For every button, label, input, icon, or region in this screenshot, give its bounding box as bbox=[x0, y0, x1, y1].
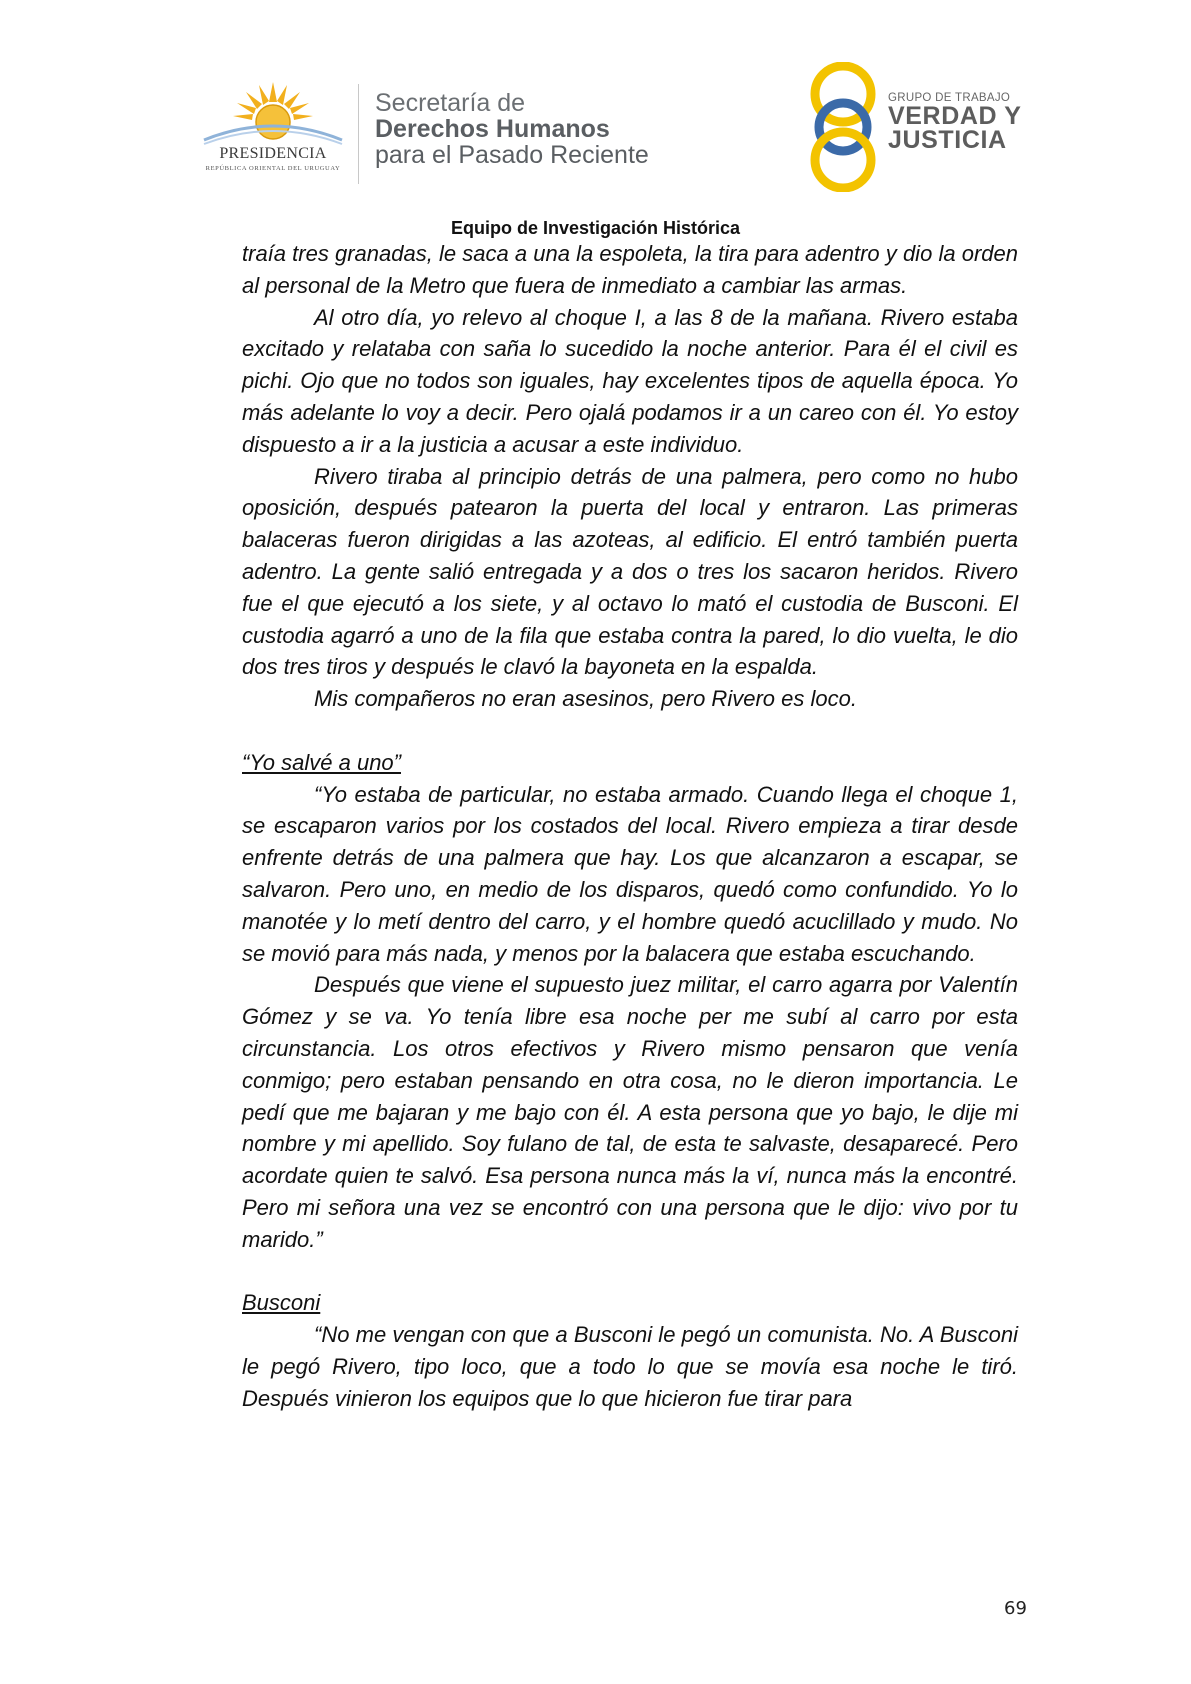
secretaria-line-2: Derechos Humanos bbox=[375, 115, 610, 143]
paragraph: Al otro día, yo relevo al choque I, a las 8 de la mañana. Rivero estaba excitado y relataba con saña lo sucedido la noche anterior. Para él el civil es pichi. Ojo que no todos son iguales, hay excelentes tipos de aquella época. Yo más adelante lo voy a decir. Pero ojalá podamos ir a un careo con él. Yo estoy dispuesto a ir a la justicia a acusar a este individuo. bbox=[242, 304, 1018, 457]
paragraph: “Yo estaba de particular, no estaba armado. Cuando llega el choque 1, se escaparon varios por los costados del local. Rivero empieza a tirar desde enfrente detrás de una palmera que hay. Los que alcanzaron a escapar, se salvaron. Pero uno, en medio de los disparos, quedó como confundido. Yo lo manotée y lo metí dentro del carro, y el hombre quedó acuclillado y mudo. No se movió para más nada, y menos por la balacera que estaba escuchando. bbox=[242, 781, 1018, 966]
paragraph: traía tres granadas, le saca a una la espoleta, la tira para adentro y dio la orden al personal de la Metro que fuera de inmediato a cambiar las armas. bbox=[242, 241, 1018, 298]
page-number: 69 bbox=[1004, 1598, 1027, 1619]
sun-emblem-icon bbox=[196, 82, 350, 152]
paragraph: “No me vengan con que a Busconi le pegó un comunista. No. A Busconi le pegó Rivero, tipo loco, que a todo lo que se movía esa noche le tiró. Después vinieron los equipos que lo que hicieron fue tirar para bbox=[242, 1322, 1018, 1411]
grupo-trabajo-logo-text bbox=[888, 92, 1022, 152]
paragraph: Rivero tiraba al principio detrás de una palmera, pero como no hubo oposición, después patearon la puerta del local y entraron. Las primeras balaceras fueron dirigidas a las azoteas, al edificio. El entró también puerta adentro. La gente salió entregada y a dos o tres los sacaron heridos. Rivero fue el que ejecutó a los siete, y al octavo lo mató el custodia de Busconi. El custodia agarró a uno de la fila que estaba contra la pared, lo dio vuelta, le dio dos tres tiros y después le clavó la bayoneta en la espalda. bbox=[242, 463, 1018, 680]
paragraph: Después que viene el supuesto juez militar, el carro agarra por Valentín Gómez y se va. Yo tenía libre esa noche per me subí al carro por esta circunstancia. Los otros efectivos y Rivero mismo pensaron que venía conmigo; pero estaban pensando en otra cosa, no le dieron importancia. Le pedí que me bajaran y me bajo con él. A esta persona que yo bajo, le dije mi nombre y mi apellido. Soy fulano de tal, de esta te salvaste, desaparecé. Pero acordate quien te salvó. Esa persona nunca más la ví, nunca más la encontré. Pero mi señora una vez se encontró con una persona que le dijo: vivo por tu marido.” bbox=[242, 972, 1018, 1252]
team-title: Equipo de Investigación Histórica bbox=[450, 218, 741, 238]
document-body bbox=[242, 238, 1018, 1414]
secretaria-line-3: para el Pasado Reciente bbox=[375, 141, 649, 169]
presidencia-sublabel: REPÚBLICA ORIENTAL DEL URUGUAY bbox=[205, 165, 341, 172]
paragraph-spacer bbox=[242, 1256, 1018, 1288]
section-heading: Busconi bbox=[242, 1290, 321, 1316]
paragraph: Mis compañeros no eran asesinos, pero Rivero es loco. bbox=[314, 686, 857, 712]
rings-icon bbox=[806, 62, 880, 192]
presidencia-logo bbox=[196, 82, 350, 182]
secretaria-line-1: Secretaría de bbox=[375, 89, 526, 117]
secretaria-logo-text bbox=[375, 90, 649, 168]
section-heading: “Yo salvé a uno” bbox=[242, 749, 401, 775]
page-header bbox=[0, 0, 1191, 220]
verdad-label: VERDAD Y bbox=[888, 102, 1022, 130]
grupo-trabajo-label: GRUPO DE TRABAJO bbox=[888, 92, 1011, 104]
paragraph-spacer bbox=[242, 715, 1018, 747]
presidencia-label: PRESIDENCIA bbox=[219, 145, 327, 162]
justicia-label: JUSTICIA bbox=[888, 126, 1007, 154]
logo-divider bbox=[358, 84, 359, 184]
